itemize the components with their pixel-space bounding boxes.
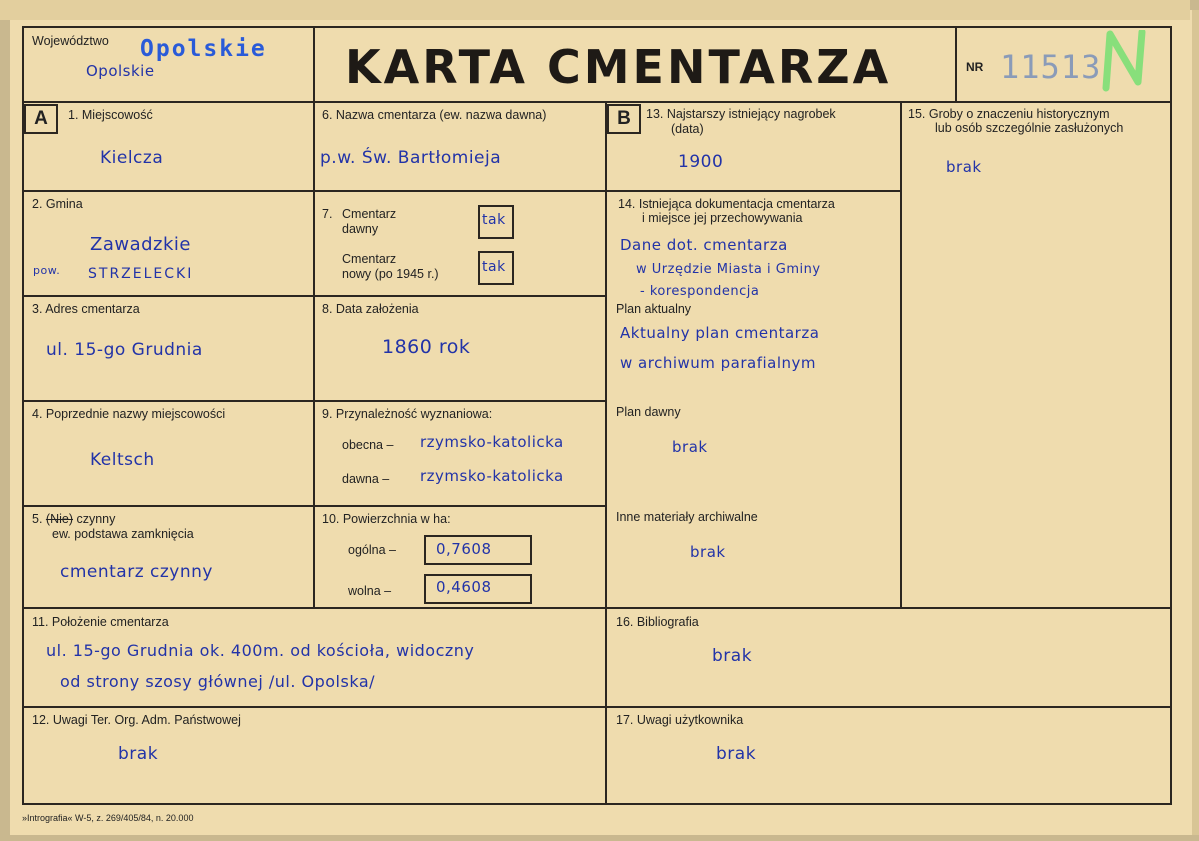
field-14-label-1: 14. Istniejąca dokumentacja cmentarza — [618, 197, 835, 211]
field-2-value: Zawadzkie — [90, 234, 191, 255]
plan-aktualny-label: Plan aktualny — [616, 302, 692, 316]
field-14-line-1: Dane dot. cmentarza — [620, 236, 788, 254]
page-title: KARTA CMENTARZA — [345, 40, 892, 94]
field-5-value: cmentarz czynny — [60, 562, 213, 582]
rule — [22, 803, 1172, 805]
section-b-badge: B — [607, 104, 641, 134]
rule — [313, 26, 315, 103]
rule — [22, 101, 1172, 103]
field-4-value: Keltsch — [90, 450, 155, 470]
field-1-value: Kielcza — [100, 148, 164, 168]
field-3-label: 3. Adres cmentarza — [32, 302, 140, 316]
field-14-line-2: w Urzędzie Miasta i Gminy — [636, 262, 821, 277]
wojewodztwo-stamp: Opolskie — [140, 36, 267, 62]
field-11-line-1: ul. 15-go Grudnia ok. 400m. od kościoła, widoczny — [46, 641, 475, 660]
field-10-label: 10. Powierzchnia w ha: — [322, 512, 451, 526]
field-15-value: brak — [946, 158, 982, 176]
field-10-wolna-value: 0,4608 — [436, 578, 492, 596]
field-9-obecna-label: obecna – — [342, 438, 394, 452]
field-2-label: 2. Gmina — [32, 197, 83, 211]
field-7-nowy-value: tak — [482, 259, 506, 275]
field-12-label: 12. Uwagi Ter. Org. Adm. Państwowej — [32, 713, 241, 727]
field-7-nowy-label-2: nowy (po 1945 r.) — [342, 267, 439, 281]
field-10-ogolna-value: 0,7608 — [436, 540, 492, 558]
rule — [22, 607, 1172, 609]
field-2-pow-prefix: pow. — [33, 264, 61, 277]
plan-dawny-value: brak — [672, 438, 708, 456]
section-a-badge: A — [24, 104, 58, 134]
field-7-nowy-label-1: Cmentarz — [342, 252, 397, 266]
field-17-value: brak — [716, 744, 757, 764]
field-2-pow-value: STRZELECKI — [88, 266, 194, 282]
field-10-wolna-label: wolna – — [348, 584, 392, 598]
field-7-dawny-label-2: dawny — [342, 222, 379, 236]
field-8-value: 1860 rok — [382, 336, 471, 358]
field-11-line-2: od strony szosy głównej /ul. Opolska/ — [60, 672, 376, 691]
field-12-value: brak — [118, 744, 159, 764]
field-13-label-2: (data) — [671, 122, 704, 136]
field-7-dawny-value: tak — [482, 212, 506, 228]
field-7-number: 7. — [322, 207, 333, 221]
field-9-dawna-label: dawna – — [342, 472, 390, 486]
rule — [605, 190, 900, 192]
field-5-label-2: ew. podstawa zamknięcia — [52, 527, 194, 541]
field-14-line-3: - korespondencja — [640, 284, 760, 299]
field-7-dawny-label-1: Cmentarz — [342, 207, 397, 221]
inne-materialy-label: Inne materiały archiwalne — [616, 510, 758, 524]
rule — [605, 101, 607, 805]
nr-value: 11513 — [1000, 48, 1102, 86]
wojewodztwo-handwritten: Opolskie — [86, 62, 155, 80]
rule — [22, 706, 1172, 708]
green-marker-mark — [1100, 30, 1148, 92]
rule — [313, 101, 315, 608]
field-3-value: ul. 15-go Grudnia — [46, 340, 203, 360]
field-13-value: 1900 — [678, 152, 724, 172]
plan-aktualny-line-1: Aktualny plan cmentarza — [620, 324, 820, 342]
field-10-ogolna-label: ogólna – — [348, 543, 396, 557]
plan-dawny-label: Plan dawny — [616, 405, 681, 419]
field-14-label-2: i miejsce jej przechowywania — [642, 211, 803, 225]
field-5-label — [32, 512, 115, 526]
field-9-obecna-value: rzymsko-katolicka — [420, 433, 564, 451]
field-16-value: brak — [712, 646, 753, 666]
field-8-label: 8. Data założenia — [322, 302, 419, 316]
printer-footer: »Intrografia« W-5, z. 269/405/84, n. 20.000 — [22, 813, 194, 823]
field-9-dawna-value: rzymsko-katolicka — [420, 467, 564, 485]
field-5-prefix: 5. — [32, 512, 46, 526]
field-1-label: 1. Miejscowość — [68, 108, 153, 122]
field-15-label-2: lub osób szczególnie zasłużonych — [935, 121, 1124, 135]
inne-materialy-value: brak — [690, 543, 726, 561]
field-17-label: 17. Uwagi użytkownika — [616, 713, 744, 727]
plan-aktualny-line-2: w archiwum parafialnym — [620, 354, 817, 372]
field-5-strike: (Nie) — [45, 512, 73, 526]
field-4-label: 4. Poprzednie nazwy miejscowości — [32, 407, 226, 421]
field-6-label: 6. Nazwa cmentarza (ew. nazwa dawna) — [322, 108, 547, 122]
top-strip — [0, 0, 1190, 20]
rule — [900, 101, 902, 608]
field-9-label: 9. Przynależność wyznaniowa: — [322, 407, 493, 421]
field-5-label-rest: czynny — [73, 512, 116, 526]
field-6-value: p.w. Św. Bartłomieja — [320, 148, 502, 168]
field-11-label: 11. Położenie cmentarza — [32, 615, 169, 629]
field-13-label-1: 13. Najstarszy istniejący nagrobek — [646, 107, 836, 121]
wojewodztwo-label: Województwo — [32, 34, 109, 48]
rule — [1170, 26, 1172, 805]
rule — [22, 26, 24, 805]
field-15-label-1: 15. Groby o znaczeniu historycznym — [908, 107, 1110, 121]
field-16-label: 16. Bibliografia — [616, 615, 699, 629]
nr-label: NR — [966, 60, 984, 74]
